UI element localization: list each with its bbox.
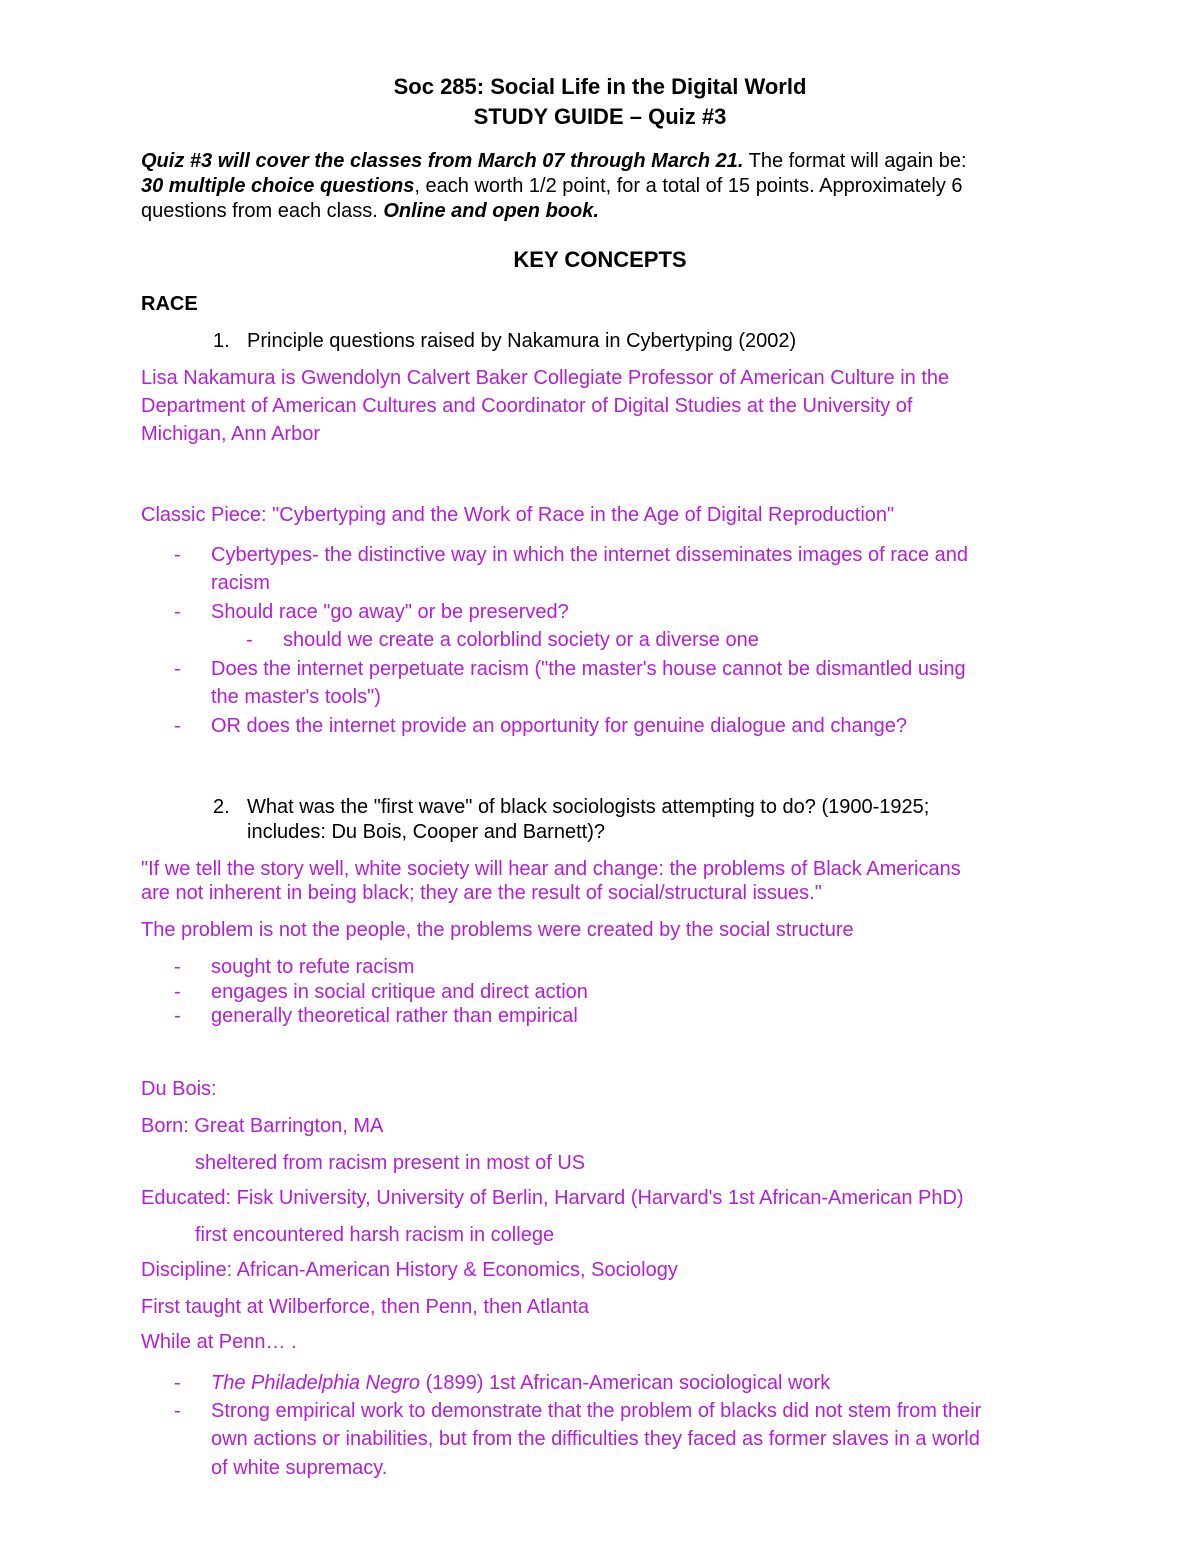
question-count: 30 multiple choice questions xyxy=(141,175,415,197)
bullet-dash: - xyxy=(174,715,181,737)
first-wave-problem: The problem is not the people, the problems were created by the social structure xyxy=(141,919,854,941)
nakamura-bio-3: Michigan, Ann Arbor xyxy=(141,423,320,445)
nakamura-bio-1: Lisa Nakamura is Gwendolyn Calvert Baker Collegiate Professor of American Culture in the xyxy=(141,367,950,389)
nakamura-bullet-3-cont: the master's tools") xyxy=(211,686,381,708)
per-class-text: questions from each class. xyxy=(141,200,384,222)
du-bois-sheltered: sheltered from racism present in most of US xyxy=(195,1152,586,1174)
du-bois-bullet-1 xyxy=(211,1371,830,1395)
bullet-dash: - xyxy=(174,544,181,566)
subsection-heading-race: RACE xyxy=(141,293,198,315)
du-bois-heading: Du Bois: xyxy=(141,1078,217,1100)
intro-line-2 xyxy=(141,174,963,198)
first-wave-quote-2: are not inherent in being black; they are the result of social/structural issues." xyxy=(141,882,822,904)
question-1-number: 1. xyxy=(213,330,230,352)
classic-piece: Classic Piece: "Cybertyping and the Work of Race in the Age of Digital Reproduction" xyxy=(141,504,895,526)
section-heading: KEY CONCEPTS xyxy=(513,247,687,272)
question-2-line-2: includes: Du Bois, Cooper and Barnett)? xyxy=(247,821,605,843)
du-bois-penn: While at Penn… . xyxy=(141,1331,297,1353)
intro-line-1 xyxy=(141,149,967,173)
page-subtitle: STUDY GUIDE – Quiz #3 xyxy=(473,104,727,129)
du-bois-bullet-2: Strong empirical work to demonstrate that the problem of blacks did not stem from their xyxy=(211,1400,982,1422)
first-wave-bullet-2: engages in social critique and direct action xyxy=(211,981,588,1003)
nakamura-bullet-1: Cybertypes- the distinctive way in which the internet disseminates images of race and xyxy=(211,544,969,566)
first-wave-bullet-3: generally theoretical rather than empirical xyxy=(211,1005,578,1027)
bullet-dash: - xyxy=(174,658,181,680)
bullet-dash: - xyxy=(174,956,181,978)
book-description: (1899) 1st African-American sociological work xyxy=(420,1372,831,1394)
nakamura-sub-bullet: should we create a colorblind society or a diverse one xyxy=(283,629,759,651)
question-1-text: Principle questions raised by Nakamura in Cybertyping (2002) xyxy=(247,330,797,352)
first-wave-bullet-1: sought to refute racism xyxy=(211,956,415,978)
nakamura-bio-2: Department of American Cultures and Coordinator of Digital Studies at the University of xyxy=(141,395,913,417)
first-wave-quote-1: "If we tell the story well, white society will hear and change: the problems of Black Americans xyxy=(141,858,961,880)
quiz-coverage: Quiz #3 will cover the classes from March 07 through March 21. xyxy=(141,150,744,172)
du-bois-bullet-2-cont-2: of white supremacy. xyxy=(211,1457,388,1479)
du-bois-encountered: first encountered harsh racism in college xyxy=(195,1224,555,1246)
nakamura-bullet-4: OR does the internet provide an opportunity for genuine dialogue and change? xyxy=(211,715,908,737)
du-bois-bullet-2-cont-1: own actions or inabilities, but from the difficulties they faced as former slaves in a world xyxy=(211,1428,980,1450)
format-text: The format will again be: xyxy=(743,150,967,172)
page-title: Soc 285: Social Life in the Digital World xyxy=(393,74,807,99)
book-title: The Philadelphia Negro xyxy=(211,1372,421,1394)
bullet-dash: - xyxy=(174,1005,181,1027)
bullet-dash: - xyxy=(246,629,253,651)
bullet-dash: - xyxy=(174,1400,181,1422)
points-text: , each worth 1/2 point, for a total of 15 points. Approximately 6 xyxy=(414,175,963,197)
bullet-dash: - xyxy=(174,601,181,623)
du-bois-taught: First taught at Wilberforce, then Penn, then Atlanta xyxy=(141,1296,590,1318)
du-bois-discipline: Discipline: African-American History & Economics, Sociology xyxy=(141,1259,678,1281)
du-bois-educated: Educated: Fisk University, University of Berlin, Harvard (Harvard's 1st African-American PhD) xyxy=(141,1187,964,1209)
nakamura-bullet-1-cont: racism xyxy=(211,572,270,594)
bullet-dash: - xyxy=(174,981,181,1003)
online-open-book: Online and open book. xyxy=(383,200,599,222)
du-bois-born: Born: Great Barrington, MA xyxy=(141,1115,384,1137)
question-2-line-1: What was the "first wave" of black sociologists attempting to do? (1900-1925; xyxy=(247,796,930,818)
question-2-number: 2. xyxy=(213,796,230,818)
intro-line-3 xyxy=(141,199,599,223)
nakamura-bullet-2: Should race "go away" or be preserved? xyxy=(211,601,569,623)
bullet-dash: - xyxy=(174,1372,181,1394)
nakamura-bullet-3: Does the internet perpetuate racism ("the master's house cannot be dismantled using xyxy=(211,658,966,680)
